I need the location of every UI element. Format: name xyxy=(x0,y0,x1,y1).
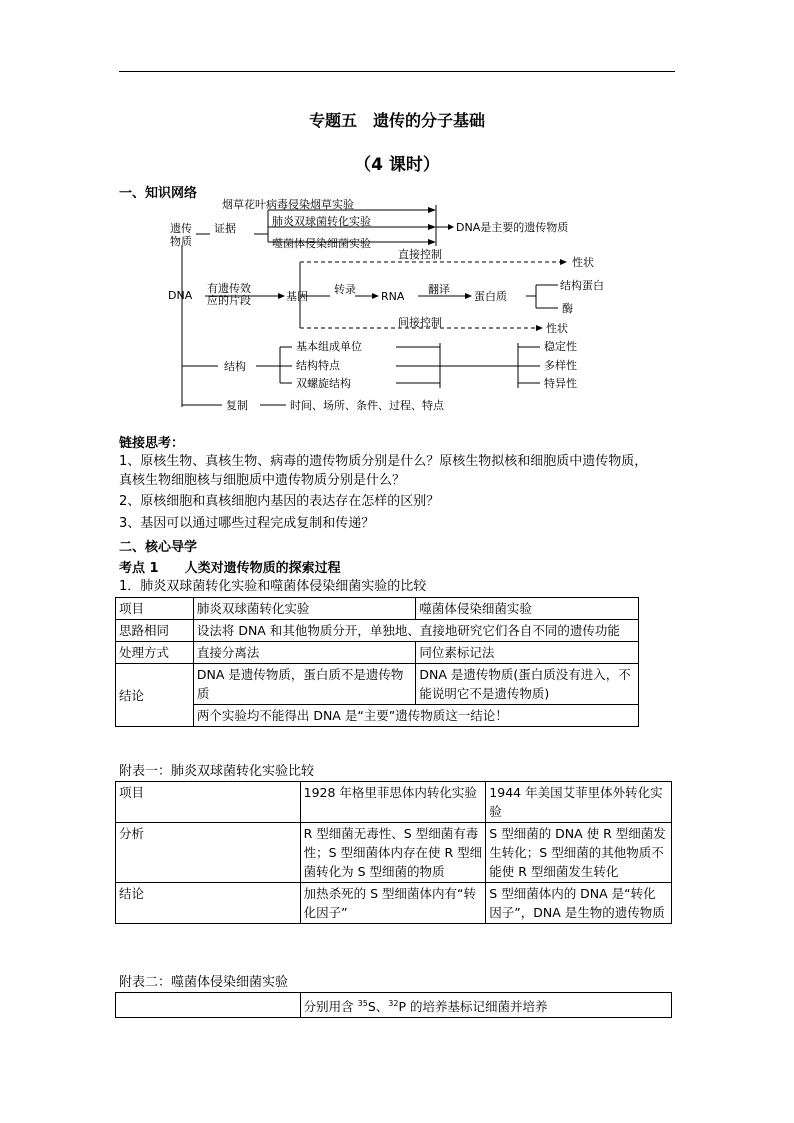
page-title: 专题五 遗传的分子基础 xyxy=(308,111,485,130)
section1-heading: 一、知识网络 xyxy=(119,186,198,201)
a2-r1-label xyxy=(116,993,301,1018)
thinking-q1a: 1、原核生物、真核生物、病毒的遗传物质分别是什么？原核生物拟核和细胞质中遗传物质， xyxy=(119,454,648,469)
comparison-table xyxy=(115,597,639,727)
dna-label: DNA xyxy=(168,289,193,302)
jianjie-label: 间接控制 xyxy=(398,316,442,329)
yichuan-label-1: 遗传 xyxy=(170,222,192,235)
a1-r2-v1: 加热杀死的 S 型细菌体内有“转化因子” xyxy=(300,883,486,924)
t1-r3-label: 结论 xyxy=(116,664,194,727)
t1-r1-value: 设法将 DNA 和其他物质分开，单独地、直接地研究它们各自不同的遗传功能 xyxy=(193,620,638,642)
evidence-2: 肺炎双球菌转化实验 xyxy=(272,215,371,228)
t1-r1-label: 思路相同 xyxy=(116,620,194,642)
appendix1-table xyxy=(115,781,672,924)
rna-label: RNA xyxy=(381,290,405,303)
section2-heading: 二、核心导学 xyxy=(119,540,198,555)
t1-h1: 肺炎双球菌转化实验 xyxy=(193,598,416,620)
jiegou-item-2: 结构特点 xyxy=(296,359,340,372)
t1-r2-v1: 直接分离法 xyxy=(193,642,416,664)
youxiao-label-1: 有遗传效 xyxy=(207,282,251,295)
a1-r2-v2: S 型细菌体内的 DNA 是“转化因子”，DNA 是生物的遗传物质 xyxy=(486,883,672,924)
t1-h2: 噬菌体侵染细菌实验 xyxy=(416,598,639,620)
yichuan-label-2: 物质 xyxy=(170,235,192,248)
youxiao-label-2: 应的片段 xyxy=(207,294,251,307)
zhengju-label: 证据 xyxy=(214,222,236,235)
a1-r1-v1: R 型细菌无毒性、S 型细菌有毒性；S 型细菌体内存在使 R 型细菌转化为 S 型细菌的物质 xyxy=(300,823,486,883)
t1-r3-v2: DNA 是遗传物质(蛋白质没有进入，不能说明它不是遗传物质) xyxy=(416,664,639,705)
a1-r1-label: 分析 xyxy=(116,823,301,883)
jiegou-item-3: 双螺旋结构 xyxy=(296,377,351,390)
page-subtitle: （4 课时） xyxy=(354,155,440,175)
t1-r2-v2: 同位素标记法 xyxy=(416,642,639,664)
xingzhuang-top: 性状 xyxy=(572,256,594,269)
jiegou-label: 结构 xyxy=(224,360,246,373)
a1-r1-v2: S 型细菌的 DNA 使 R 型细菌发生转化；S 型细菌的其他物质不能使 R 型细菌发生转化 xyxy=(486,823,672,883)
zhuanlu-label: 转录 xyxy=(334,283,356,296)
a2-r1-value: 分别用含 $^{35}$S、$^{32}$P 的培养基标记细菌并培养 xyxy=(300,993,671,1018)
kaodian-1: 考点 1 人类对遗传物质的探索过程 xyxy=(119,561,341,576)
zhijie-label: 直接控制 xyxy=(398,248,442,261)
t1-h0: 项目 xyxy=(116,598,194,620)
trait-3: 特异性 xyxy=(544,377,577,390)
appendix2-table xyxy=(115,992,672,1018)
a1-h2: 1944 年美国艾菲里体外转化实验 xyxy=(486,782,672,823)
a1-h1: 1928 年格里菲思体内转化实验 xyxy=(300,782,486,823)
t1-r2-label: 处理方式 xyxy=(116,642,194,664)
evidence-1: 烟草花叶病毒侵染烟草实验 xyxy=(222,198,354,211)
thinking-q3: 3、基因可以通过哪些过程完成复制和传递？ xyxy=(119,516,375,531)
conclusion-label: DNA是主要的遗传物质 xyxy=(456,221,569,234)
jiegou-danbai-label: 结构蛋白 xyxy=(560,279,604,292)
danbaizhi-label: 蛋白质 xyxy=(474,290,507,303)
t1-r3-v1: DNA 是遗传物质，蛋白质不是遗传物质 xyxy=(193,664,416,705)
a1-h0: 项目 xyxy=(116,782,301,823)
fuzhi-label: 复制 xyxy=(226,399,248,412)
t1-r4: 两个实验均不能得出 DNA 是“主要”遗传物质这一结论！ xyxy=(193,705,638,727)
appendix2-caption: 附表二：噬菌体侵染细菌实验 xyxy=(119,975,289,990)
appendix1-caption: 附表一：肺炎双球菌转化实验比较 xyxy=(119,764,315,779)
thinking-q2: 2、原核细胞和真核细胞内基因的表达存在怎样的区别？ xyxy=(119,494,440,509)
thinking-q1b: 真核生物细胞核与细胞质中遗传物质分别是什么？ xyxy=(119,473,406,488)
trait-1: 稳定性 xyxy=(544,340,577,353)
fuzhi-detail: 时间、场所、条件、过程、特点 xyxy=(290,399,444,412)
evidence-3: 噬菌体侵染细菌实验 xyxy=(272,237,371,250)
jiegou-item-1: 基本组成单位 xyxy=(296,340,362,353)
xingzhuang-bottom: 性状 xyxy=(546,322,568,335)
trait-2: 多样性 xyxy=(544,359,577,372)
fanyi-label: 翻译 xyxy=(428,283,450,296)
jiyin-label: 基因 xyxy=(286,290,308,303)
thinking-heading: 链接思考： xyxy=(119,436,185,451)
a1-r2-label: 结论 xyxy=(116,883,301,924)
mei-label: 酶 xyxy=(562,302,573,315)
sub-heading-1: 1．肺炎双球菌转化实验和噬菌体侵染细菌实验的比较 xyxy=(119,579,427,594)
